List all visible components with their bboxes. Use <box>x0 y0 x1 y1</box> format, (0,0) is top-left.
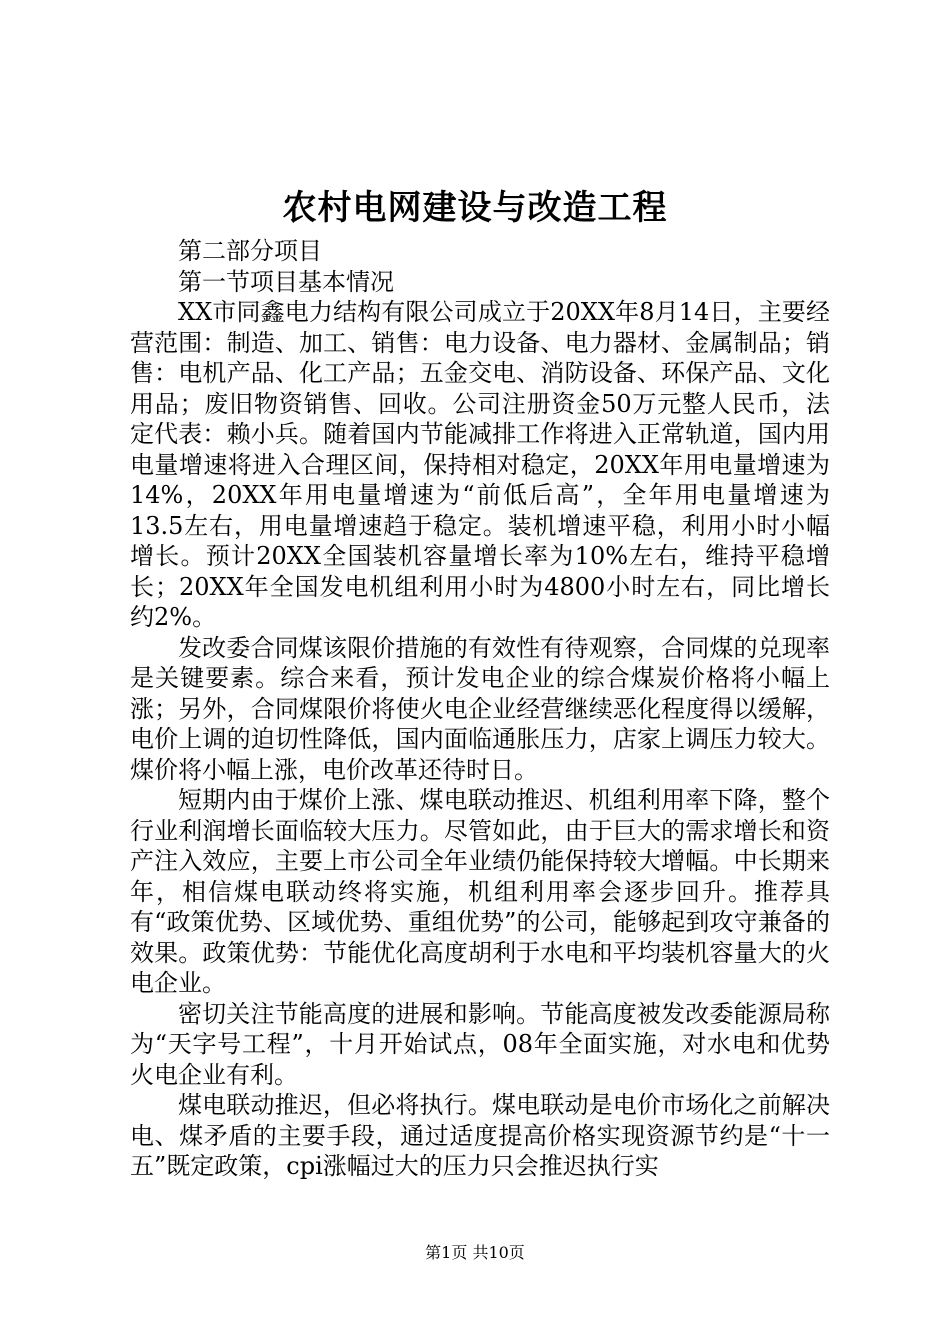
document-body <box>130 236 830 1182</box>
paragraph-industry-outlook: 短期内由于煤价上涨、煤电联动推迟、机组利用率下降，整个行业利润增长面临较大压力。尽管如此，由于巨大的需求增长和资产注入效应，主要上市公司全年业绩仍能保持较大增幅。中长期来年，相信煤电联动终将实施，机组利用率会逐步回升。推荐具有“政策优势、区域优势、重组优势”的公司，能够起到攻守兼备的效果。政策优势：节能优化高度胡利于水电和平均装机容量大的火电企业。 <box>130 786 830 997</box>
paragraph-coal-price: 发改委合同煤该限价措施的有效性有待观察，合同煤的兑现率是关键要素。综合来看，预计发电企业的综合煤炭价格将小幅上涨；另外，合同煤限价将使火电企业经营继续恶化程度得以缓解，电价上调的迫切性降低，国内面临通胀压力，店家上调压力较大。煤价将小幅上涨，电价改革还待时日。 <box>130 633 830 784</box>
paragraph-coal-power-linkage: 煤电联动推迟，但必将执行。煤电联动是电价市场化之前解决电、煤矛盾的主要手段，通过适度提高价格实现资源节约是“十一五”既定政策，cpi涨幅过大的压力只会推迟执行实 <box>130 1091 830 1180</box>
paragraph-energy-saving: 密切关注节能高度的进展和影响。节能高度被发改委能源局称为“天字号工程”，十月开始试点，08年全面实施，对水电和优势火电企业有利。 <box>130 999 830 1089</box>
document-title: 农村电网建设与改造工程 <box>282 188 668 228</box>
page-footer: 第1页 共10页 <box>425 1243 525 1262</box>
section-heading-part: 第二部分项目 <box>178 237 322 265</box>
section-heading-chapter: 第一节项目基本情况 <box>178 267 394 296</box>
paragraph-company-overview: XX市同鑫电力结构有限公司成立于20XX年8月14日，主要经营范围：制造、加工、销售：电力设备、电力器材、金属制品；销售：电机产品、化工产品；五金交电、消防设备、环保产品、文化用品；废旧物资销售、回收。公司注册资金50万元整人民币，法定代表：赖小兵。随着国内节能减排工作将进入正常轨道，国内用电量增速将进入合理区间，保持相对稳定，20XX年用电量增速为14%，20XX年用电量增速为“前低后高”，全年用电量增速为13.5左右，用电量增速趋于稳定。装机增速平稳，利用小时小幅增长。预计20XX全国装机容量增长率为10%左右，维持平稳增长；20XX年全国发电机组利用小时为4800小时左右，同比增长约2%。 <box>130 298 830 631</box>
